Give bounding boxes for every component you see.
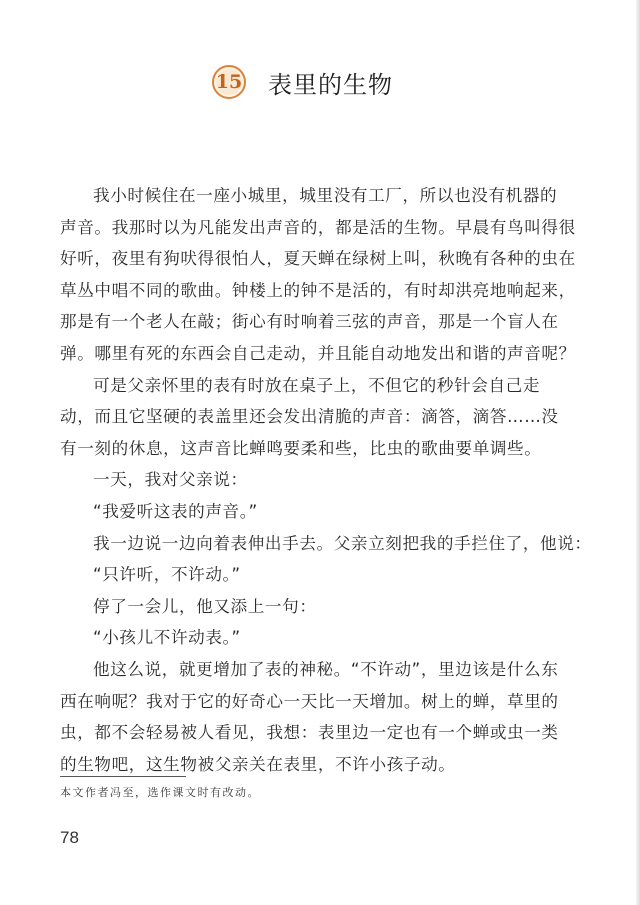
paragraph-line: 有一刻的休息，这声音比蝉鸣要柔和些，比虫的歌曲要单调些。 [60,438,542,458]
page-number: 78 [60,828,79,847]
paragraph-line: 那是有一个老人在敲；街心有时响着三弦的声音，那是一个盲人在 [60,312,559,332]
paragraph-line: 我一边说一边向着表伸出手去。父亲立刻把我的手拦住了，他说： [93,533,592,553]
paragraph-line: 停了一会儿，他又添上一句： [93,596,317,616]
paragraph-line: 他这么说，就更增加了表的神秘。“不许动”，里边该是什么东 [93,659,559,679]
footnote: 本文作者冯至，选作课文时有改动。 [60,786,260,799]
paragraph-line: “我爱听这表的声音。” [93,501,258,521]
body-text [60,180,592,780]
lesson-title: 表里的生物 [268,70,393,99]
paragraph-line: “只许听，不许动。” [93,565,241,585]
paragraph-line: 好听，夜里有狗吠得很怕人，夏天蝉在绿树上叫，秋晚有各种的虫在 [60,249,576,269]
page-edge [636,0,640,905]
paragraph-line: 西在响呢？我对于它的好奇心一天比一天增加。树上的蝉，草里的 [60,691,559,711]
paragraph-line: 草丛中唱不同的歌曲。钟楼上的钟不是活的，有时却洪亮地响起来， [60,280,576,300]
paragraph-line: 的生物吧，这生物被父亲关在表里，不许小孩子动。 [60,754,456,774]
paragraph-line: “小孩儿不许动表。” [93,628,241,648]
paragraph-line: 声音。我那时以为凡能发出声音的，都是活的生物。早晨有鸟叫得很 [60,217,576,237]
paragraph-line: 动，而且它坚硬的表盖里还会发出清脆的声音：滴答，滴答……没 [60,407,559,427]
lesson-number-badge: 15 [212,65,246,99]
paragraph-line: 弹。哪里有死的东西会自己走动，并且能自动地发出和谐的声音呢？ [60,343,576,363]
paragraph-line: 虫，都不会轻易被人看见，我想：表里边一定也有一个蝉或虫一类 [60,723,559,743]
lesson-header [212,62,393,102]
paragraph-line: 可是父亲怀里的表有时放在桌子上，不但它的秒针会自己走 [93,375,541,395]
paragraph-line: 我小时候住在一座小城里，城里没有工厂，所以也没有机器的 [93,186,558,205]
footnote-divider [60,776,186,777]
paragraph-line: 一天，我对父亲说： [93,470,248,490]
